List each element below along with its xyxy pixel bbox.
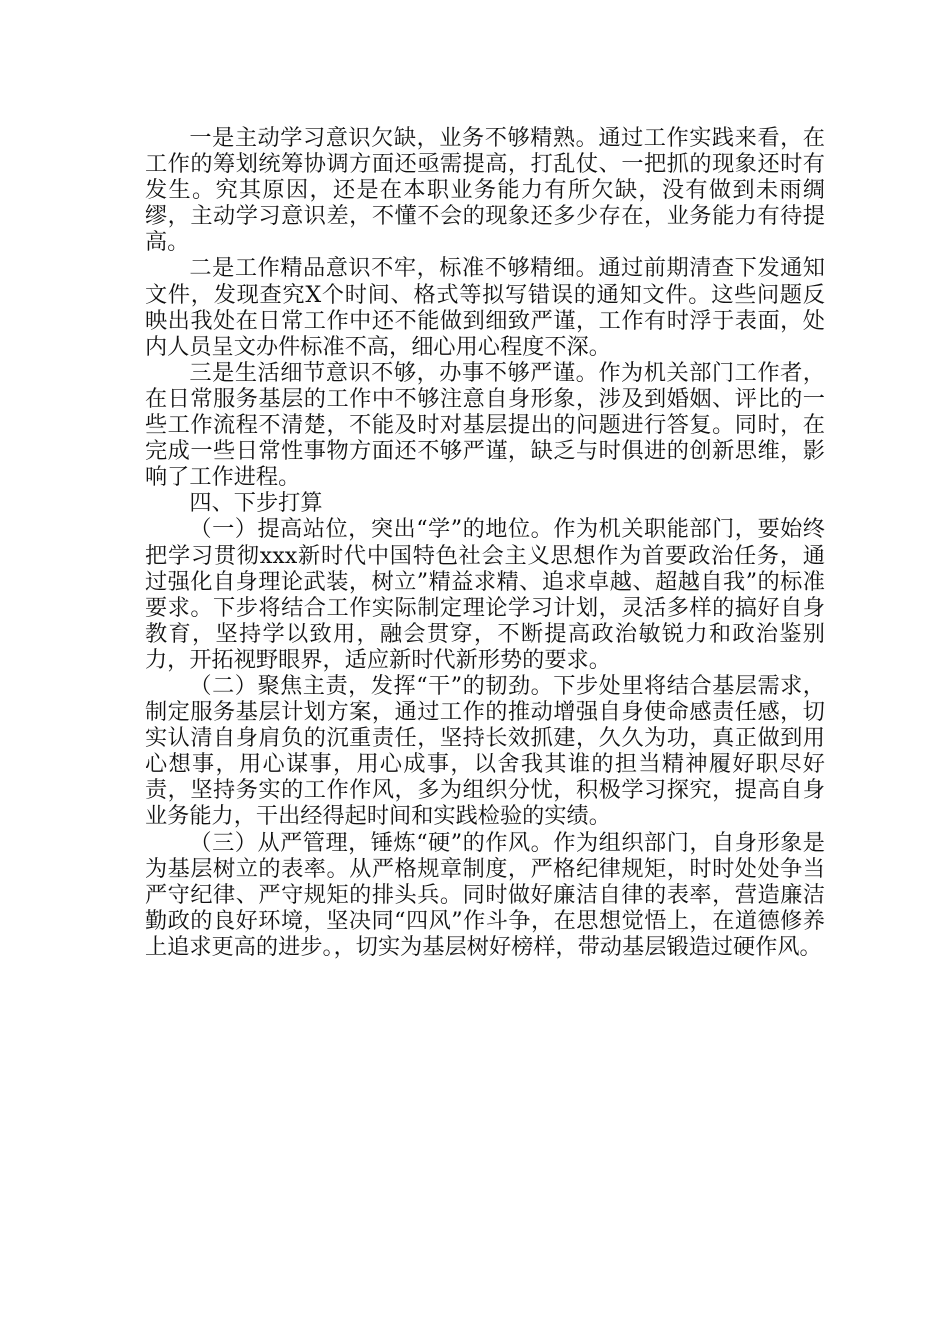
paragraph-problem-3: 三是生活细节意识不够，办事不够严谨。作为机关部门工作者，在日常服务基层的工作中不够注意自身形象，涉及到婚姻、评比的一些工作流程不清楚，不能及时对基层提出的问题进行答复。同时，在完成一些日常性事物方面还不够严谨，缺乏与时俱进的创新思维，影响了工作进程。 bbox=[145, 359, 825, 491]
section-heading: 四、下步打算 bbox=[189, 490, 323, 517]
body-text bbox=[145, 125, 825, 960]
paragraph-problem-2: 二是工作精品意识不牢，标准不够精细。通过前期清查下发通知文件，发现查究X个时间、格式等拟写错误的通知文件。这些问题反映出我处在日常工作中还不能做到细致严谨，工作有时浮于表面，处内人员呈文办件标准不高，细心用心程度不深。 bbox=[145, 255, 825, 360]
paragraph-plan-1: （一）提高站位，突出“学”的地位。作为机关职能部门，要始终把学习贯彻xxx新时代中国特色社会主义思想作为首要政治任务，通过强化自身理论武装，树立”精益求精、追求卓越、超越自我”的标准要求。下步将结合工作实际制定理论学习计划，灵活多样的搞好自身教育，坚持学以致用，融会贯穿，不断提高政治敏锐力和政治鉴别力，开拓视野眼界，适应新时代新形势的要求。 bbox=[145, 516, 825, 673]
paragraph-plan-2: （二）聚焦主责，发挥“干”的韧劲。下步处里将结合基层需求，制定服务基层计划方案，通过工作的推动增强自身使命感责任感，切实认清自身肩负的沉重责任，坚持长效抓建，久久为功，真正做到用心想事，用心谋事，用心成事，以舍我其谁的担当精神履好职尽好责，坚持务实的工作作风，多为组织分忧，积极学习探究，提高自身业务能力，干出经得起时间和实践检验的实绩。 bbox=[145, 672, 825, 830]
paragraph-plan-3: （三）从严管理，锤炼“硬”的作风。作为组织部门，自身形象是为基层树立的表率。从严格规章制度，严格纪律规矩，时时处处争当严守纪律、严守规矩的排头兵。同时做好廉洁自律的表率，营造廉洁勤政的良好环境，坚决同“四风”作斗争，在思想觉悟上，在道德修养上追求更高的进步。，切实为基层树好榜样，带动基层锻造过硬作风。 bbox=[145, 829, 825, 960]
paragraph-problem-1: 一是主动学习意识欠缺，业务不够精熟。通过工作实践来看，在工作的筹划统筹协调方面还亟需提高，打乱仗、一把抓的现象还时有发生。究其原因，还是在本职业务能力有所欠缺，没有做到未雨绸缪，主动学习意识差，不懂不会的现象还多少存在，业务能力有待提高。 bbox=[145, 125, 825, 256]
